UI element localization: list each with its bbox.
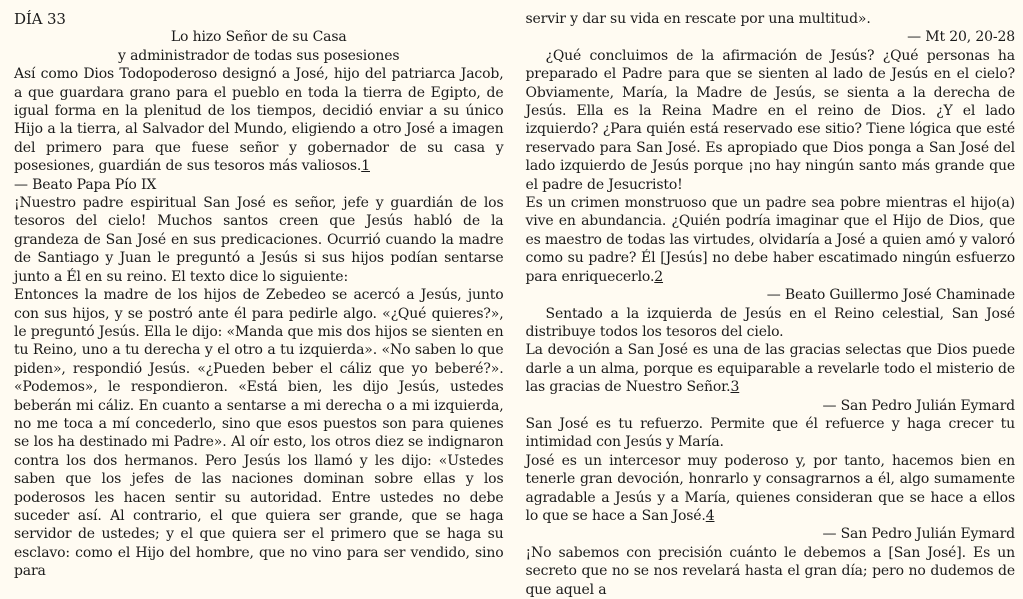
quote-paragraph: ¡No sabemos con precisión cuánto le debemos a [San José]. Es un secreto que no se nos revelará hasta el gran día; pero no dudemos de que aquel a (525, 544, 1015, 598)
scripture-paragraph: Entonces la madre de los hijos de Zebedeo se acercó a Jesús, junto con sus hijos, y se postró ante él para pedirle algo. «¿Qué quieres?», le preguntó Jesús. Ella le dijo: «Manda que mis dos hijos se sienten en tu Reino, uno a tu derecha y el otro a tu izquierda». «No saben lo que piden», respondió Jesús. «¿Pueden beber el cáliz que yo beberé?». «Podemos», le respondieron. «Está bien, les dijo Jesús, ustedes beberán mi cáliz. En cuanto a sentarse a mi derecha o a mi izquierda, no me toca a mí concederlo, sino que esos puestos son para quienes se los ha destinado mi Padre». Al oír esto, los otros diez se indignaron contra los dos hermanos. Pero Jesús los llamó y les dijo: «Ustedes saben que los jefes de las naciones dominan sobre ellas y los poderosos les hacen sentir su autoridad. Entre ustedes no debe suceder así. Al contrario, el que quiera ser grande, que se haga servidor de ustedes; y el que quiera ser el primero que se haga su esclavo: como el Hijo del hombre, que no vino para ser vendido, sino para (14, 287, 504, 580)
quote-text: Es un crimen monstruoso que un padre sea pobre mientras el hijo(a) vive en abundancia. ¿Quién podría imaginar que el Hijo de Dios, que es maestro de todas las virtudes, olvidaría a José a quien amó y valoró como su padre? Él [Jesús] no debe haber escatimado ningún esfuerzo para enriquecerlo. (525, 195, 1015, 285)
quote-paragraph (526, 341, 1016, 396)
chapter-title-line-1: Lo hizo Señor de su Casa (170, 29, 347, 46)
scripture-continuation: servir y dar su vida en rescate por una multitud». (525, 11, 871, 27)
chapter-title-line-2: y administrador de todas sus posesiones (118, 47, 400, 64)
scripture-reference: — Mt 20, 20-28 (907, 29, 1015, 46)
body-paragraph: ¡Nuestro padre espiritual San José es señor, jefe y guardián de los tesoros del cielo! Muchos santos creen que Jesús habló de la grandeza de San José en sus predicaciones. Ocurrió cuando la madre de Santiago y Juan le preguntó a Jesús si sus hijos podían sentarse junto a Él en su reino. El texto dice lo siguiente: (14, 195, 504, 285)
right-column (525, 10, 1016, 598)
footnote-link-1[interactable]: 1 (361, 158, 370, 175)
body-paragraph: Sentado a la izquierda de Jesús en el Reino celestial, San José distribuye todos los tesoros del cielo. (525, 305, 1015, 340)
quote-paragraph (14, 65, 504, 175)
footnote-link-2[interactable]: 2 (654, 268, 664, 285)
quote-attribution: — Beato Guillermo José Chaminade (766, 287, 1015, 304)
quote-text: José es un intercesor muy poderoso y, por tanto, hacemos bien en tenerle gran devoción, honrarlo y consagrarnos a él, algo sumamente agradable a Jesús y a María, quienes consideran que se hace a ellos lo que se hace a San José. (525, 452, 1015, 524)
day-heading: DÍA 33 (14, 10, 66, 28)
body-paragraph: ¿Qué concluimos de la afirmación de Jesús? ¿Qué personas ha preparado el Padre para que se sienten al lado de Jesús en el cielo? Obviamente, María, la Madre de Jesús, se sienta a la derecha de Jesús. Ella es la Reina Madre en el reino de Dios. ¿Y el lado izquierdo? ¿Para quién está reservado ese sitio? Tiene lógica que esté reservado para San José. Es apropiado que Dios ponga a San José del lado izquierdo de Jesús porque ¡no hay ningún santo más grande que el padre de Jesucristo! (525, 47, 1015, 193)
body-paragraph: San José es tu refuerzo. Permite que él refuerce y haga crecer tu intimidad con Jesús y María. (525, 415, 1015, 451)
quote-attribution: — Beato Papa Pío IX (14, 176, 157, 193)
quote-paragraph (526, 194, 1016, 286)
quote-text: Así como Dios Todopoderoso designó a José, hijo del patriarca Jacob, a que guardara grano para el pueblo en toda la tierra de Egipto, de igual forma en la plenitud de los tiempos, decidió enviar a su único Hijo a la tierra, al Salvador del Mundo, eligiendo a otro José a imagen del primero para que fuese señor y gobernador de su casa y posesiones, guardián de sus tesoros más valiosos. (14, 66, 504, 175)
quote-attribution: — San Pedro Julián Eymard (822, 526, 1015, 543)
quote-paragraph (526, 452, 1016, 526)
quote-attribution: — San Pedro Julián Eymard (822, 397, 1015, 414)
left-column (14, 10, 504, 580)
footnote-link-4[interactable]: 4 (705, 507, 715, 524)
quote-text: La devoción a San José es una de las gracias selectas que Dios puede darle a un alma, porque es equiparable a revelarle todo el misterio de las gracias de Nuestro Señor. (525, 342, 1015, 396)
footnote-link-3[interactable]: 3 (730, 379, 740, 396)
